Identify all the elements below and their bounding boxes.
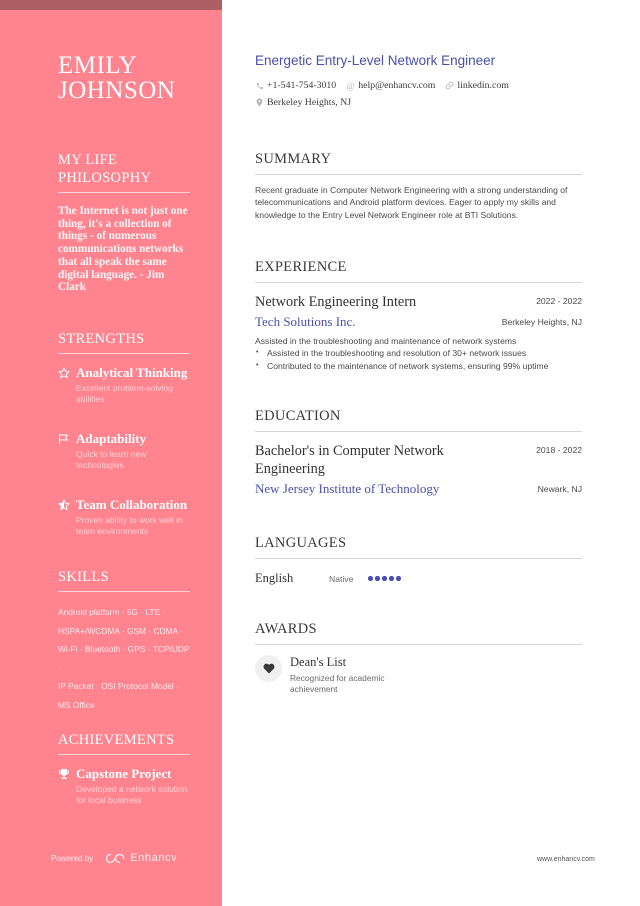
job-dates: 2022 - 2022 xyxy=(536,296,582,306)
contact-location xyxy=(255,97,351,108)
achievements-heading: ACHIEVEMENTS xyxy=(58,731,190,755)
education-section xyxy=(255,407,582,497)
strength-description: Excellent problem-solving abilities xyxy=(76,383,173,404)
star-half-icon xyxy=(58,498,71,511)
strength-description: Proven ability to work well in team environments xyxy=(76,515,183,536)
language-rating xyxy=(368,576,401,581)
skills-line: IP Packet · OSI Protocol Model · xyxy=(58,681,179,691)
brand-logo[interactable] xyxy=(105,852,177,864)
languages-section xyxy=(255,534,582,586)
contact-phone[interactable] xyxy=(255,80,336,91)
skills-line: HSPA+/WCDMA · GSM · CDMA · xyxy=(58,625,183,636)
achievement-title: Capstone Project xyxy=(76,766,172,781)
contact-email[interactable] xyxy=(346,80,435,91)
rating-dot xyxy=(396,576,401,581)
star-outline-icon xyxy=(58,366,71,379)
headline: Energetic Entry-Level Network Engineer xyxy=(255,53,496,68)
flag-icon xyxy=(58,432,71,445)
sidebar xyxy=(0,0,222,906)
email-text: help@enhancv.com xyxy=(358,80,436,91)
rating-dot xyxy=(389,576,394,581)
degree: Bachelor's in Computer Network Engineering xyxy=(255,443,444,477)
achievement-item xyxy=(58,766,190,806)
website-text: linkedin.com xyxy=(457,80,509,91)
strength-title: Adaptability xyxy=(76,431,147,446)
brand-name: Enhancv xyxy=(130,852,178,864)
heart-icon xyxy=(255,655,282,682)
skills-line: Wi-Fi · Bluetooth · GPS · TCP/UDP · xyxy=(58,644,190,673)
experience-heading: EXPERIENCE xyxy=(255,258,582,283)
strength-item xyxy=(58,431,190,471)
philosophy-quote: The Internet is not just one thing, it's a collection of things - of numerous communications networks that all speak the same digital language. - Jim Clark xyxy=(58,205,188,294)
strength-title: Analytical Thinking xyxy=(76,365,188,380)
award-title: Dean's List xyxy=(290,655,347,669)
skills-line: MS Office xyxy=(58,699,95,710)
summary-section xyxy=(255,150,582,221)
footer-url[interactable]: www.enhancv.com xyxy=(537,856,595,863)
job-title: Network Engineering Intern xyxy=(255,294,417,310)
phone-text: +1-541-754-3010 xyxy=(267,80,337,91)
skills-section xyxy=(58,568,190,714)
trophy-icon xyxy=(58,767,71,780)
strengths-section xyxy=(58,330,190,537)
language-level: Native xyxy=(329,573,354,584)
achievements-section xyxy=(58,731,190,806)
experience-section xyxy=(255,258,582,372)
job-location: Berkeley Heights, NJ xyxy=(501,317,582,327)
awards-section xyxy=(255,620,582,695)
powered-by-label: Powered by xyxy=(51,853,94,863)
school-location: Newark, NJ xyxy=(537,484,582,494)
company-name: Tech Solutions Inc. xyxy=(255,314,356,329)
contact-website[interactable] xyxy=(445,80,508,91)
location-row xyxy=(255,97,351,108)
enhancv-logo-icon xyxy=(105,853,125,864)
location-pin-icon xyxy=(255,98,264,107)
strengths-heading: STRENGTHS xyxy=(58,330,190,354)
philosophy-heading: MY LIFE PHILOSOPHY xyxy=(58,151,190,193)
award-item xyxy=(255,655,582,695)
job-bullet: • Assisted in the troubleshooting and resolution of 30+ network issues xyxy=(255,347,582,359)
location-text: Berkeley Heights, NJ xyxy=(267,97,352,108)
powered-by xyxy=(51,852,177,864)
language-name: English xyxy=(255,571,294,585)
education-dates: 2018 - 2022 xyxy=(536,445,582,455)
award-description: Recognized for academic achievement xyxy=(290,673,385,694)
strength-item xyxy=(58,365,190,405)
job-bullet: • Contributed to the maintenance of network systems, ensuring 99% uptime xyxy=(255,360,582,372)
skills-list xyxy=(58,603,190,714)
languages-heading: LANGUAGES xyxy=(255,534,582,559)
achievement-description: Developed a network solution for local business xyxy=(76,784,188,805)
sidebar-top-bar xyxy=(0,0,222,10)
strength-title: Team Collaboration xyxy=(76,497,188,512)
rating-dot xyxy=(382,576,387,581)
rating-dot xyxy=(368,576,373,581)
strength-item xyxy=(58,497,190,537)
job-bullets xyxy=(255,347,582,372)
education-item xyxy=(255,442,582,497)
awards-heading: AWARDS xyxy=(255,620,582,645)
first-name: EMILY xyxy=(58,52,138,79)
rating-dot xyxy=(375,576,380,581)
skills-heading: SKILLS xyxy=(58,568,190,592)
phone-icon xyxy=(255,82,264,90)
school-name: New Jersey Institute of Technology xyxy=(255,481,440,496)
strength-description: Quick to learn new technologies xyxy=(76,449,147,470)
candidate-name xyxy=(58,53,208,103)
last-name: JOHNSON xyxy=(58,77,176,104)
skills-line: Android platform · 5G · LTE · xyxy=(58,607,166,617)
at-icon: @ xyxy=(346,80,355,91)
summary-heading: SUMMARY xyxy=(255,150,582,175)
education-heading: EDUCATION xyxy=(255,407,582,432)
philosophy-section xyxy=(58,151,190,294)
experience-item xyxy=(255,293,582,372)
contact-row xyxy=(255,80,509,91)
language-item xyxy=(255,571,582,586)
link-icon xyxy=(445,81,454,90)
job-description: Assisted in the troubleshooting and maintenance of network systems xyxy=(255,336,517,346)
summary-text: Recent graduate in Computer Network Engineering with a strong understanding of telecommunications and Android platform devices. Eager to apply my skills and knowledge to the Entry Level Network Engineer role at BTI Solutions. xyxy=(255,185,568,220)
